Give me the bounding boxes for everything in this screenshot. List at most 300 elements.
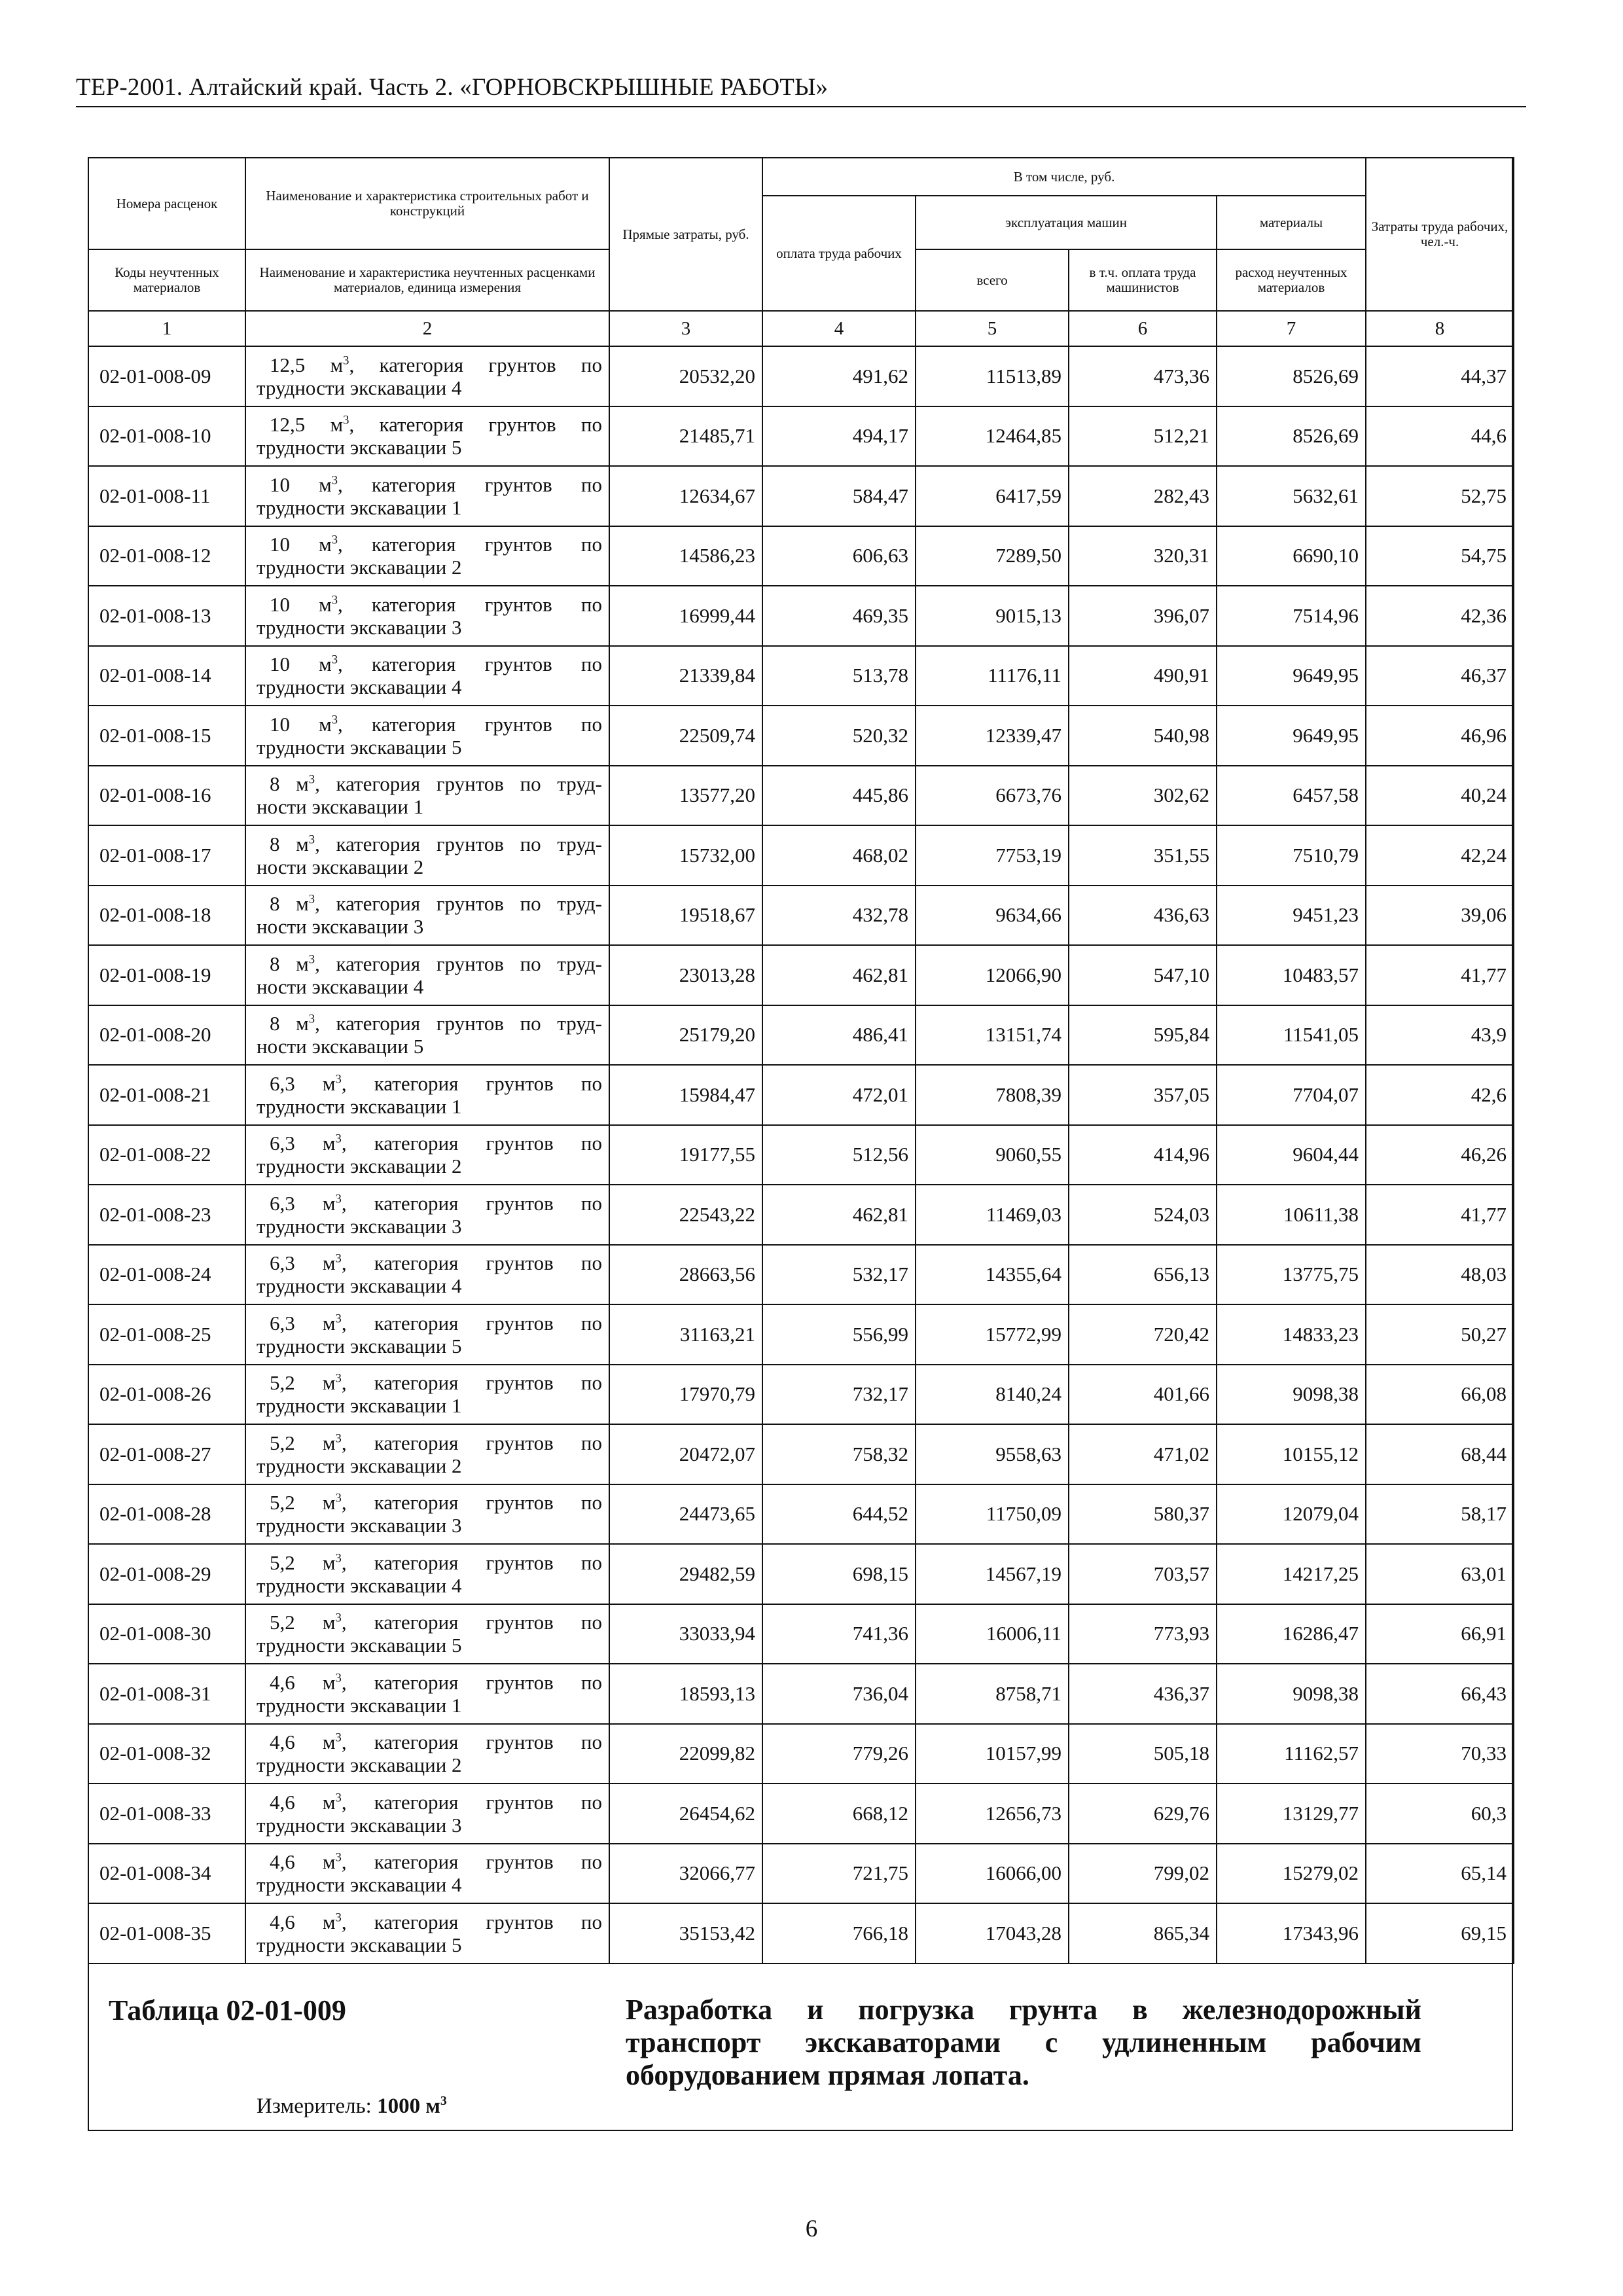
description-line-2: трудности экскавации 5 (257, 1933, 462, 1956)
header-machine-total: всего (916, 249, 1069, 311)
rate-code-cell: 02-01-008-21 (88, 1065, 245, 1125)
labor-cell: 52,75 (1366, 466, 1514, 526)
table-row (88, 1604, 1514, 1664)
rate-code-cell: 02-01-008-13 (88, 586, 245, 646)
direct-costs-cell: 32066,77 (609, 1844, 762, 1904)
description-line-1: 4,6 $м^3$, категория грунтов по (270, 1910, 602, 1933)
rate-code-cell: 02-01-008-28 (88, 1484, 245, 1545)
table-row (88, 1185, 1514, 1245)
work-description-cell (245, 346, 609, 406)
wages-cell: 472,01 (762, 1065, 916, 1125)
description-line-2: трудности экскавации 2 (257, 1753, 462, 1777)
labor-cell: 42,24 (1366, 825, 1514, 886)
wages-cell: 491,62 (762, 346, 916, 406)
rate-code-cell: 02-01-008-19 (88, 945, 245, 1005)
description-line-2: трудности экскавации 3 (257, 1214, 462, 1238)
description-line-1: 4,6 $м^3$, категория грунтов по (270, 1850, 602, 1874)
wages-cell: 494,17 (762, 406, 916, 467)
materials-cell: 15279,02 (1217, 1844, 1366, 1904)
table-row (88, 706, 1514, 766)
materials-cell: 9649,95 (1217, 646, 1366, 706)
labor-cell: 44,6 (1366, 406, 1514, 467)
materials-cell: 13129,77 (1217, 1784, 1366, 1844)
direct-costs-cell: 16999,44 (609, 586, 762, 646)
labor-cell: 69,15 (1366, 1903, 1514, 1964)
rate-code-cell: 02-01-008-34 (88, 1844, 245, 1904)
labor-cell: 43,9 (1366, 1005, 1514, 1066)
header-materials-unaccounted: расход неучтенных материалов (1217, 249, 1366, 311)
wages-cell: 721,75 (762, 1844, 916, 1904)
labor-cell: 41,77 (1366, 945, 1514, 1005)
description-line-1: 6,3 $м^3$, категория грунтов по (270, 1191, 602, 1215)
wages-cell: 486,41 (762, 1005, 916, 1066)
work-description-cell (245, 1544, 609, 1604)
machines-cell: 14355,64 (916, 1245, 1069, 1305)
materials-cell: 13775,75 (1217, 1245, 1366, 1305)
labor-cell: 65,14 (1366, 1844, 1514, 1904)
direct-costs-cell: 33033,94 (609, 1604, 762, 1664)
description-line-2: трудности экскавации 5 (257, 1334, 462, 1357)
table-row (88, 406, 1514, 467)
header-wages: оплата труда рабочих (762, 196, 916, 311)
rate-code-cell: 02-01-008-35 (88, 1903, 245, 1964)
direct-costs-cell: 29482,59 (609, 1544, 762, 1604)
machinist-wages-cell: 865,34 (1069, 1903, 1217, 1964)
wages-cell: 644,52 (762, 1484, 916, 1545)
description-line-1: 8 $м^3$, категория грунтов по труд- (270, 772, 602, 796)
header-rule (76, 106, 1526, 107)
rate-code-cell: 02-01-008-10 (88, 406, 245, 467)
materials-cell: 5632,61 (1217, 466, 1366, 526)
direct-costs-cell: 20472,07 (609, 1424, 762, 1484)
rate-code-cell: 02-01-008-32 (88, 1724, 245, 1784)
materials-cell: 9451,23 (1217, 886, 1366, 946)
table-row (88, 1903, 1514, 1964)
materials-cell: 11162,57 (1217, 1724, 1366, 1784)
materials-cell: 16286,47 (1217, 1604, 1366, 1664)
machines-cell: 9015,13 (916, 586, 1069, 646)
table-row (88, 526, 1514, 586)
description-line: оборудованием прямая лопата. (626, 2059, 1029, 2091)
labor-cell: 60,3 (1366, 1784, 1514, 1844)
work-description-cell (245, 1844, 609, 1904)
description-line-2: трудности экскавации 4 (257, 1573, 462, 1597)
machines-cell: 8758,71 (916, 1664, 1069, 1724)
labor-cell: 42,36 (1366, 586, 1514, 646)
table-row (88, 1125, 1514, 1185)
materials-cell: 12079,04 (1217, 1484, 1366, 1545)
machinist-wages-cell: 302,62 (1069, 766, 1217, 826)
materials-cell: 7704,07 (1217, 1065, 1366, 1125)
description-line-1: 12,5 $м^3$, категория грунтов по (270, 413, 602, 437)
rate-code-cell: 02-01-008-14 (88, 646, 245, 706)
description-line-2: ности экскавации 3 (257, 915, 424, 939)
materials-cell: 11541,05 (1217, 1005, 1366, 1066)
labor-cell: 70,33 (1366, 1724, 1514, 1784)
rate-code-cell: 02-01-008-20 (88, 1005, 245, 1066)
description-line-1: 6,3 $м^3$, категория грунтов по (270, 1071, 602, 1095)
machinist-wages-cell: 505,18 (1069, 1724, 1217, 1784)
table-row (88, 1365, 1514, 1425)
wages-cell: 469,35 (762, 586, 916, 646)
rate-code-cell: 02-01-008-30 (88, 1604, 245, 1664)
column-number: 7 (1217, 311, 1366, 346)
column-number: 1 (88, 311, 245, 346)
materials-cell: 10155,12 (1217, 1424, 1366, 1484)
direct-costs-cell: 23013,28 (609, 945, 762, 1005)
machines-cell: 16066,00 (916, 1844, 1069, 1904)
direct-costs-cell: 21339,84 (609, 646, 762, 706)
labor-cell: 46,96 (1366, 706, 1514, 766)
materials-cell: 10611,38 (1217, 1185, 1366, 1245)
table-row (88, 825, 1514, 886)
materials-cell: 6690,10 (1217, 526, 1366, 586)
header-materials: материалы (1217, 196, 1366, 249)
labor-cell: 63,01 (1366, 1544, 1514, 1604)
description-line-1: 10 $м^3$, категория грунтов по (270, 533, 602, 556)
wages-cell: 468,02 (762, 825, 916, 886)
description-line-2: ности экскавации 4 (257, 975, 424, 998)
machinist-wages-cell: 436,63 (1069, 886, 1217, 946)
rate-code-cell: 02-01-008-33 (88, 1784, 245, 1844)
direct-costs-cell: 22543,22 (609, 1185, 762, 1245)
work-description-cell (245, 825, 609, 886)
table-row (88, 1424, 1514, 1484)
wages-cell: 668,12 (762, 1784, 916, 1844)
description-line-2: трудности экскавации 4 (257, 1873, 462, 1897)
running-header: ТЕР-2001. Алтайский край. Часть 2. «ГОРНОВСКРЫШНЫЕ РАБОТЫ» (76, 74, 829, 101)
direct-costs-cell: 28663,56 (609, 1245, 762, 1305)
work-description-cell (245, 586, 609, 646)
description-line-2: трудности экскавации 4 (257, 1274, 462, 1298)
machines-cell: 11176,11 (916, 646, 1069, 706)
direct-costs-cell: 21485,71 (609, 406, 762, 467)
wages-cell: 556,99 (762, 1304, 916, 1365)
wages-cell: 732,17 (762, 1365, 916, 1425)
direct-costs-cell: 31163,21 (609, 1304, 762, 1365)
description-line-1: 10 $м^3$, категория грунтов по (270, 592, 602, 616)
description-line-1: 6,3 $м^3$, категория грунтов по (270, 1311, 602, 1335)
machines-cell: 12464,85 (916, 406, 1069, 467)
rate-code-cell: 02-01-008-12 (88, 526, 245, 586)
description-line-1: 12,5 $м^3$, категория грунтов по (270, 353, 602, 376)
next-table-description (626, 1994, 1421, 2092)
labor-cell: 46,26 (1366, 1125, 1514, 1185)
work-description-cell (245, 945, 609, 1005)
description-line-2: трудности экскавации 5 (257, 1634, 462, 1657)
table-row (88, 346, 1514, 406)
header-including: В том числе, руб. (762, 158, 1366, 196)
description-line-2: ности экскавации 1 (257, 795, 424, 819)
table-row (88, 646, 1514, 706)
labor-cell: 68,44 (1366, 1424, 1514, 1484)
direct-costs-cell: 14586,23 (609, 526, 762, 586)
table-row (88, 1304, 1514, 1365)
direct-costs-cell: 15732,00 (609, 825, 762, 886)
wages-cell: 741,36 (762, 1604, 916, 1664)
direct-costs-cell: 15984,47 (609, 1065, 762, 1125)
description-line-1: 5,2 $м^3$, категория грунтов по (270, 1431, 602, 1454)
rate-code-cell: 02-01-008-25 (88, 1304, 245, 1365)
rate-code-cell: 02-01-008-15 (88, 706, 245, 766)
machinist-wages-cell: 720,42 (1069, 1304, 1217, 1365)
labor-cell: 50,27 (1366, 1304, 1514, 1365)
machines-cell: 9634,66 (916, 886, 1069, 946)
description-line-1: 5,2 $м^3$, категория грунтов по (270, 1611, 602, 1634)
machines-cell: 6673,76 (916, 766, 1069, 826)
work-description-cell (245, 646, 609, 706)
machines-cell: 12339,47 (916, 706, 1069, 766)
machines-cell: 9060,55 (916, 1125, 1069, 1185)
description-line-2: трудности экскавации 4 (257, 376, 462, 399)
work-description-cell (245, 466, 609, 526)
work-description-cell (245, 1664, 609, 1724)
rate-code-cell: 02-01-008-26 (88, 1365, 245, 1425)
work-description-cell (245, 706, 609, 766)
labor-cell: 46,37 (1366, 646, 1514, 706)
materials-cell: 10483,57 (1217, 945, 1366, 1005)
machinist-wages-cell: 396,07 (1069, 586, 1217, 646)
labor-cell: 39,06 (1366, 886, 1514, 946)
rate-code-cell: 02-01-008-24 (88, 1245, 245, 1305)
table-row (88, 1484, 1514, 1545)
next-table-title: Таблица 02-01-009 (109, 1994, 346, 2026)
description-line-2: трудности экскавации 2 (257, 1155, 462, 1178)
column-number: 4 (762, 311, 916, 346)
measure-value: 1000 $м^3$ (377, 2094, 447, 2118)
machines-cell: 17043,28 (916, 1903, 1069, 1964)
description-line-2: трудности экскавации 1 (257, 1094, 462, 1118)
table-row (88, 1065, 1514, 1125)
wages-cell: 606,63 (762, 526, 916, 586)
page-number: 6 (805, 2215, 818, 2242)
description-line-2: трудности экскавации 3 (257, 1813, 462, 1837)
work-description-cell (245, 1784, 609, 1844)
labor-cell: 44,37 (1366, 346, 1514, 406)
table-row (88, 766, 1514, 826)
column-number: 3 (609, 311, 762, 346)
work-description-cell (245, 1724, 609, 1784)
column-number: 5 (916, 311, 1069, 346)
column-number: 2 (245, 311, 609, 346)
machines-cell: 7753,19 (916, 825, 1069, 886)
direct-costs-cell: 22509,74 (609, 706, 762, 766)
machinist-wages-cell: 595,84 (1069, 1005, 1217, 1066)
description-line-2: трудности экскавации 1 (257, 1693, 462, 1717)
header-code-bottom: Коды неучтенных материалов (88, 249, 245, 311)
wages-cell: 779,26 (762, 1724, 916, 1784)
wages-cell: 462,81 (762, 1185, 916, 1245)
machinist-wages-cell: 540,98 (1069, 706, 1217, 766)
wages-cell: 584,47 (762, 466, 916, 526)
labor-cell: 54,75 (1366, 526, 1514, 586)
machinist-wages-cell: 320,31 (1069, 526, 1217, 586)
machinist-wages-cell: 473,36 (1069, 346, 1217, 406)
wages-cell: 513,78 (762, 646, 916, 706)
materials-cell: 7514,96 (1217, 586, 1366, 646)
materials-cell: 8526,69 (1217, 406, 1366, 467)
description-line-1: 4,6 $м^3$, категория грунтов по (270, 1790, 602, 1814)
description-line-2: трудности экскавации 5 (257, 735, 462, 759)
direct-costs-cell: 17970,79 (609, 1365, 762, 1425)
wages-cell: 445,86 (762, 766, 916, 826)
machinist-wages-cell: 436,37 (1069, 1664, 1217, 1724)
machines-cell: 11750,09 (916, 1484, 1069, 1545)
rate-code-cell: 02-01-008-18 (88, 886, 245, 946)
wages-cell: 512,56 (762, 1125, 916, 1185)
work-description-cell (245, 1365, 609, 1425)
machinist-wages-cell: 547,10 (1069, 945, 1217, 1005)
materials-cell: 9604,44 (1217, 1125, 1366, 1185)
header-machine-wages: в т.ч. оплата труда машинистов (1069, 249, 1217, 311)
machines-cell: 14567,19 (916, 1544, 1069, 1604)
description-line-1: 8 $м^3$, категория грунтов по труд- (270, 952, 602, 975)
machines-cell: 7808,39 (916, 1065, 1069, 1125)
measure-label: Измеритель: (257, 2094, 372, 2118)
machines-cell: 8140,24 (916, 1365, 1069, 1425)
work-description-cell (245, 526, 609, 586)
machinist-wages-cell: 357,05 (1069, 1065, 1217, 1125)
work-description-cell (245, 1604, 609, 1664)
description-line-1: 8 $м^3$, категория грунтов по труд- (270, 1012, 602, 1035)
labor-cell: 66,91 (1366, 1604, 1514, 1664)
work-description-cell (245, 406, 609, 467)
direct-costs-cell: 13577,20 (609, 766, 762, 826)
wages-cell: 698,15 (762, 1544, 916, 1604)
wages-cell: 462,81 (762, 945, 916, 1005)
machinist-wages-cell: 524,03 (1069, 1185, 1217, 1245)
direct-costs-cell: 24473,65 (609, 1484, 762, 1545)
machines-cell: 11513,89 (916, 346, 1069, 406)
machinist-wages-cell: 580,37 (1069, 1484, 1217, 1545)
work-description-cell (245, 886, 609, 946)
direct-costs-cell: 35153,42 (609, 1903, 762, 1964)
table-row (88, 1784, 1514, 1844)
table-row (88, 466, 1514, 526)
description-line-2: трудности экскавации 3 (257, 615, 462, 639)
machines-cell: 16006,11 (916, 1604, 1069, 1664)
wages-cell: 432,78 (762, 886, 916, 946)
direct-costs-cell: 25179,20 (609, 1005, 762, 1066)
labor-cell: 48,03 (1366, 1245, 1514, 1305)
direct-costs-cell: 22099,82 (609, 1724, 762, 1784)
machinist-wages-cell: 401,66 (1069, 1365, 1217, 1425)
description-line: Разработка и погрузка грунта в железнодорожный (626, 1994, 1421, 2026)
description-line-1: 8 $м^3$, категория грунтов по труд- (270, 832, 602, 855)
machines-cell: 13151,74 (916, 1005, 1069, 1066)
materials-cell: 7510,79 (1217, 825, 1366, 886)
rates-body (88, 346, 1514, 1964)
machinist-wages-cell: 414,96 (1069, 1125, 1217, 1185)
labor-cell: 66,08 (1366, 1365, 1514, 1425)
direct-costs-cell: 18593,13 (609, 1664, 762, 1724)
work-description-cell (245, 1185, 609, 1245)
column-number: 8 (1366, 311, 1514, 346)
description-line-2: трудности экскавации 1 (257, 1394, 462, 1418)
description-line: транспорт экскаваторами с удлиненным рабочим (626, 2026, 1421, 2058)
machines-cell: 12066,90 (916, 945, 1069, 1005)
rate-code-cell: 02-01-008-27 (88, 1424, 245, 1484)
labor-cell: 58,17 (1366, 1484, 1514, 1545)
description-line-1: 4,6 $м^3$, категория грунтов по (270, 1731, 602, 1754)
description-line-1: 5,2 $м^3$, категория грунтов по (270, 1551, 602, 1574)
description-line-1: 10 $м^3$, категория грунтов по (270, 712, 602, 736)
materials-cell: 14833,23 (1217, 1304, 1366, 1365)
work-description-cell (245, 766, 609, 826)
machinist-wages-cell: 490,91 (1069, 646, 1217, 706)
rate-code-cell: 02-01-008-09 (88, 346, 245, 406)
table-row (88, 1664, 1514, 1724)
work-description-cell (245, 1304, 609, 1365)
table-row (88, 1544, 1514, 1604)
materials-cell: 9098,38 (1217, 1664, 1366, 1724)
machinist-wages-cell: 629,76 (1069, 1784, 1217, 1844)
work-description-cell (245, 1245, 609, 1305)
machines-cell: 12656,73 (916, 1784, 1069, 1844)
labor-cell: 66,43 (1366, 1664, 1514, 1724)
materials-cell: 17343,96 (1217, 1903, 1366, 1964)
description-line-2: трудности экскавации 5 (257, 436, 462, 459)
materials-cell: 9649,95 (1217, 706, 1366, 766)
table-row (88, 586, 1514, 646)
labor-cell: 42,6 (1366, 1065, 1514, 1125)
description-line-1: 5,2 $м^3$, категория грунтов по (270, 1491, 602, 1515)
table-row (88, 886, 1514, 946)
rate-code-cell: 02-01-008-31 (88, 1664, 245, 1724)
description-line-2: трудности экскавации 1 (257, 495, 462, 519)
header-name-top: Наименование и характеристика строительных работ и конструкций (245, 158, 609, 249)
labor-cell: 41,77 (1366, 1185, 1514, 1245)
description-line-1: 10 $м^3$, категория грунтов по (270, 653, 602, 676)
wages-cell: 766,18 (762, 1903, 916, 1964)
header-code-top: Номера расценок (88, 158, 245, 249)
work-description-cell (245, 1005, 609, 1066)
wages-cell: 736,04 (762, 1664, 916, 1724)
direct-costs-cell: 26454,62 (609, 1784, 762, 1844)
wages-cell: 532,17 (762, 1245, 916, 1305)
machines-cell: 6417,59 (916, 466, 1069, 526)
direct-costs-cell: 12634,67 (609, 466, 762, 526)
machinist-wages-cell: 282,43 (1069, 466, 1217, 526)
machinist-wages-cell: 799,02 (1069, 1844, 1217, 1904)
table-row (88, 1844, 1514, 1904)
table-row (88, 945, 1514, 1005)
machinist-wages-cell: 703,57 (1069, 1544, 1217, 1604)
machinist-wages-cell: 773,93 (1069, 1604, 1217, 1664)
materials-cell: 14217,25 (1217, 1544, 1366, 1604)
wages-cell: 758,32 (762, 1424, 916, 1484)
rate-code-cell: 02-01-008-22 (88, 1125, 245, 1185)
machines-cell: 7289,50 (916, 526, 1069, 586)
table-row (88, 1245, 1514, 1305)
machines-cell: 15772,99 (916, 1304, 1069, 1365)
description-line-2: ности экскавации 2 (257, 855, 424, 878)
rate-code-cell: 02-01-008-16 (88, 766, 245, 826)
header-labor: Затраты труда рабочих, чел.-ч. (1366, 158, 1514, 311)
direct-costs-cell: 20532,20 (609, 346, 762, 406)
measure-unit (257, 2094, 447, 2119)
description-line-2: трудности экскавации 2 (257, 1454, 462, 1477)
materials-cell: 8526,69 (1217, 346, 1366, 406)
description-line-1: 6,3 $м^3$, категория грунтов по (270, 1251, 602, 1275)
work-description-cell (245, 1424, 609, 1484)
machinist-wages-cell: 471,02 (1069, 1424, 1217, 1484)
labor-cell: 40,24 (1366, 766, 1514, 826)
machinist-wages-cell: 351,55 (1069, 825, 1217, 886)
table-row (88, 1724, 1514, 1784)
description-line-1: 6,3 $м^3$, категория грунтов по (270, 1132, 602, 1155)
machines-cell: 11469,03 (916, 1185, 1069, 1245)
